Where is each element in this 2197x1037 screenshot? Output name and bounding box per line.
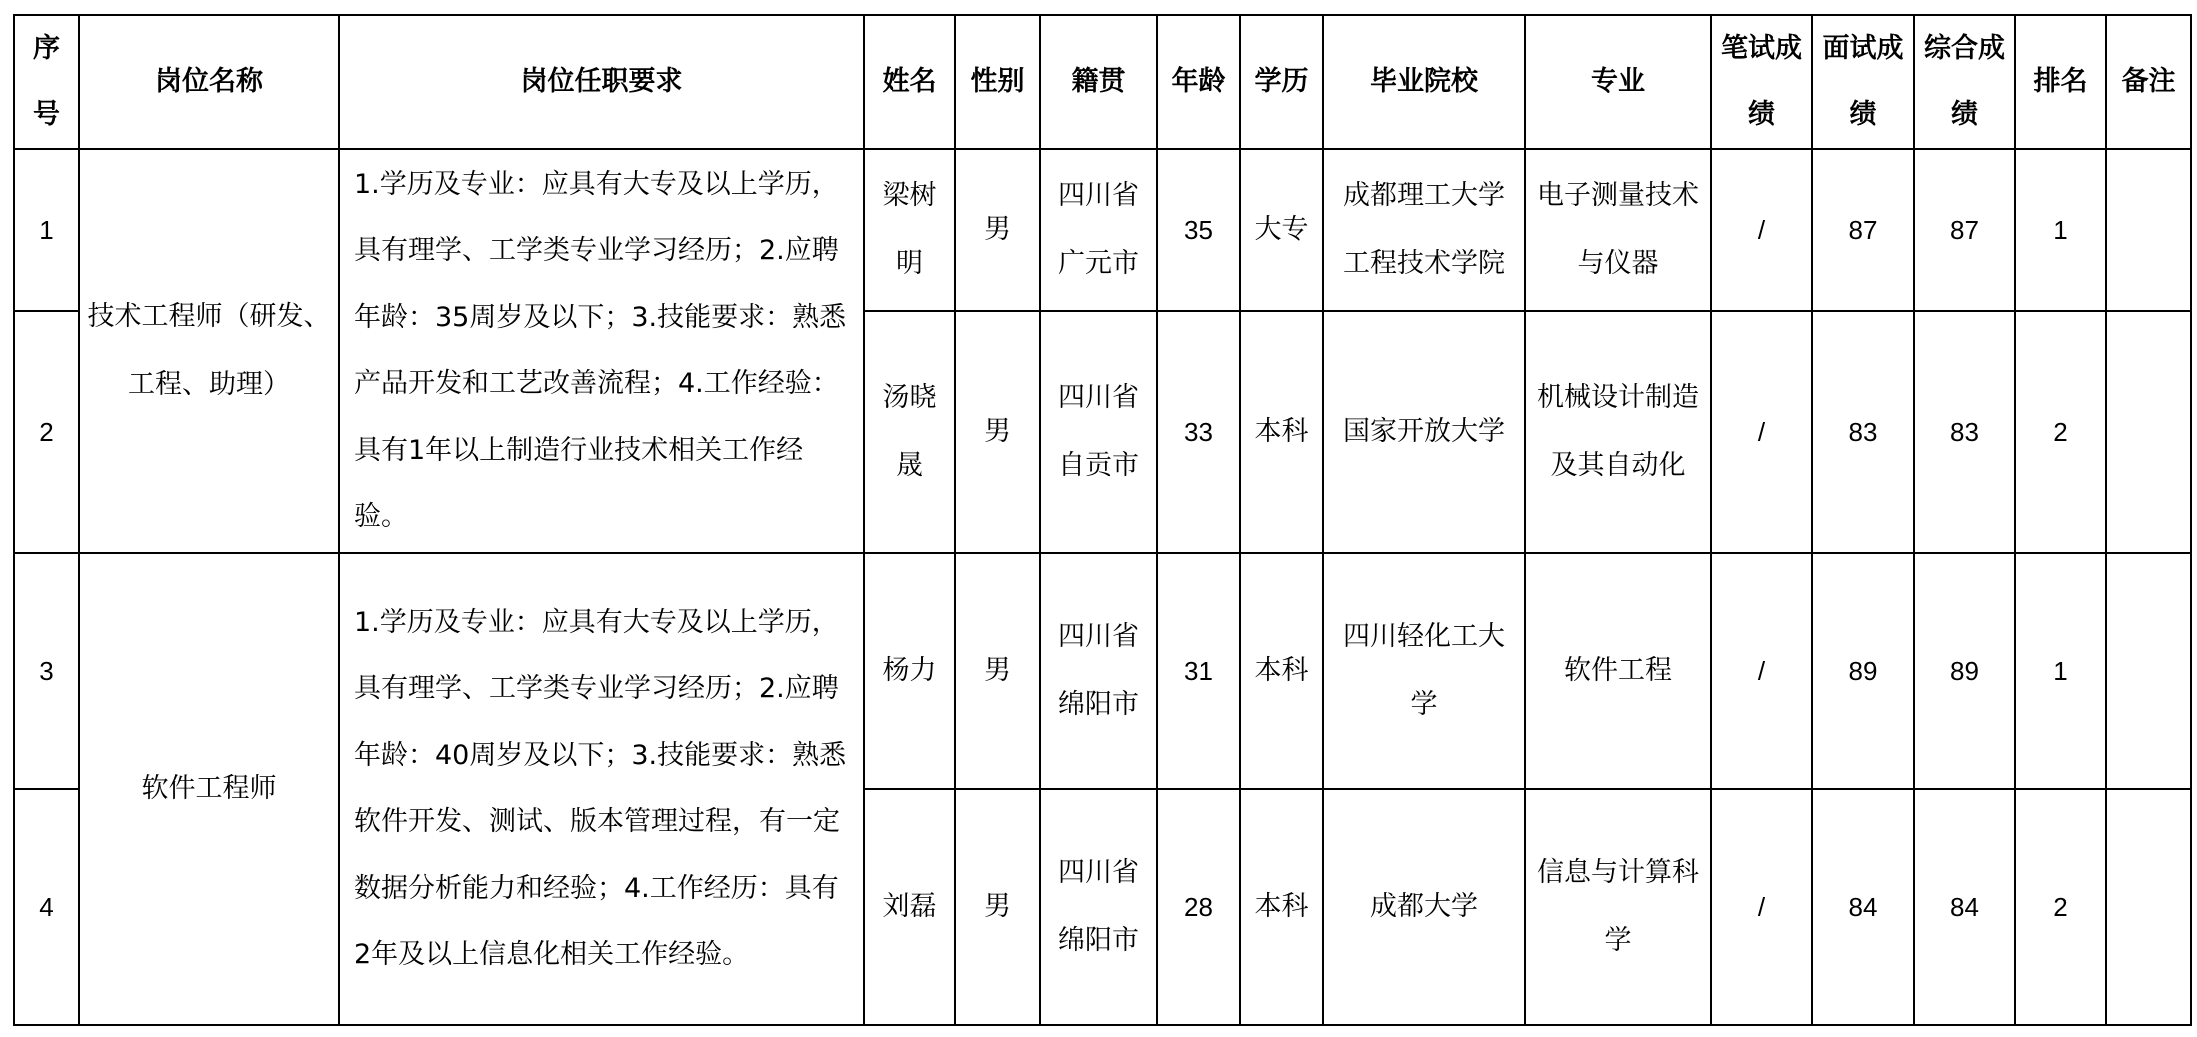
cell-remark bbox=[2106, 553, 2191, 789]
cell-written: / bbox=[1711, 149, 1812, 311]
header-interview: 面试成绩 bbox=[1812, 15, 1914, 149]
cell-school: 成都理工大学工程技术学院 bbox=[1323, 149, 1525, 311]
cell-interview: 87 bbox=[1812, 149, 1914, 311]
cell-interview: 89 bbox=[1812, 553, 1914, 789]
cell-school: 四川轻化工大学 bbox=[1323, 553, 1525, 789]
cell-age: 35 bbox=[1157, 149, 1240, 311]
cell-total: 89 bbox=[1914, 553, 2015, 789]
cell-remark bbox=[2106, 149, 2191, 311]
header-education: 学历 bbox=[1240, 15, 1323, 149]
cell-education: 本科 bbox=[1240, 789, 1323, 1025]
header-total: 综合成绩 bbox=[1914, 15, 2015, 149]
header-major: 专业 bbox=[1525, 15, 1711, 149]
cell-total: 87 bbox=[1914, 149, 2015, 311]
cell-major: 信息与计算科学 bbox=[1525, 789, 1711, 1025]
cell-major: 机械设计制造及其自动化 bbox=[1525, 311, 1711, 553]
cell-rank: 2 bbox=[2015, 789, 2106, 1025]
header-origin: 籍贯 bbox=[1040, 15, 1157, 149]
cell-gender: 男 bbox=[955, 553, 1040, 789]
cell-requirements: 1.学历及专业：应具有大专及以上学历，具有理学、工学类专业学习经历；2.应聘年龄：40周岁及以下；3.技能要求：熟悉软件开发、测试、版本管理过程，有一定数据分析能力和经验；4.工作经历：具有2年及以上信息化相关工作经验。 bbox=[339, 553, 864, 1025]
cell-origin: 四川省广元市 bbox=[1040, 149, 1157, 311]
cell-name: 汤晓晟 bbox=[864, 311, 955, 553]
cell-interview: 83 bbox=[1812, 311, 1914, 553]
cell-written: / bbox=[1711, 311, 1812, 553]
cell-age: 28 bbox=[1157, 789, 1240, 1025]
cell-seq: 3 bbox=[14, 553, 79, 789]
cell-gender: 男 bbox=[955, 311, 1040, 553]
cell-age: 31 bbox=[1157, 553, 1240, 789]
header-remark: 备注 bbox=[2106, 15, 2191, 149]
cell-position: 技术工程师（研发、工程、助理） bbox=[79, 149, 339, 553]
cell-remark bbox=[2106, 789, 2191, 1025]
header-seq: 序号 bbox=[14, 15, 79, 149]
header-written: 笔试成绩 bbox=[1711, 15, 1812, 149]
cell-rank: 1 bbox=[2015, 553, 2106, 789]
cell-age: 33 bbox=[1157, 311, 1240, 553]
header-name: 姓名 bbox=[864, 15, 955, 149]
cell-name: 梁树明 bbox=[864, 149, 955, 311]
cell-seq: 2 bbox=[14, 311, 79, 553]
cell-name: 刘磊 bbox=[864, 789, 955, 1025]
table-row bbox=[14, 553, 2191, 789]
cell-name: 杨力 bbox=[864, 553, 955, 789]
cell-rank: 1 bbox=[2015, 149, 2106, 311]
cell-total: 83 bbox=[1914, 311, 2015, 553]
cell-seq: 1 bbox=[14, 149, 79, 311]
cell-written: / bbox=[1711, 553, 1812, 789]
header-rank: 排名 bbox=[2015, 15, 2106, 149]
cell-interview: 84 bbox=[1812, 789, 1914, 1025]
cell-education: 大专 bbox=[1240, 149, 1323, 311]
cell-major: 软件工程 bbox=[1525, 553, 1711, 789]
cell-origin: 四川省绵阳市 bbox=[1040, 789, 1157, 1025]
cell-position: 软件工程师 bbox=[79, 553, 339, 1025]
cell-origin: 四川省自贡市 bbox=[1040, 311, 1157, 553]
header-requirements: 岗位任职要求 bbox=[339, 15, 864, 149]
header-age: 年龄 bbox=[1157, 15, 1240, 149]
cell-education: 本科 bbox=[1240, 553, 1323, 789]
cell-school: 成都大学 bbox=[1323, 789, 1525, 1025]
cell-seq: 4 bbox=[14, 789, 79, 1025]
cell-gender: 男 bbox=[955, 149, 1040, 311]
results-table bbox=[13, 14, 2192, 1026]
cell-gender: 男 bbox=[955, 789, 1040, 1025]
table-row bbox=[14, 149, 2191, 311]
cell-requirements: 1.学历及专业：应具有大专及以上学历，具有理学、工学类专业学习经历；2.应聘年龄：35周岁及以下；3.技能要求：熟悉产品开发和工艺改善流程；4.工作经验：具有1年以上制造行业技术相关工作经验。 bbox=[339, 149, 864, 553]
cell-rank: 2 bbox=[2015, 311, 2106, 553]
header-position: 岗位名称 bbox=[79, 15, 339, 149]
table-header-row bbox=[14, 15, 2191, 149]
cell-school: 国家开放大学 bbox=[1323, 311, 1525, 553]
cell-major: 电子测量技术与仪器 bbox=[1525, 149, 1711, 311]
header-school: 毕业院校 bbox=[1323, 15, 1525, 149]
cell-education: 本科 bbox=[1240, 311, 1323, 553]
header-gender: 性别 bbox=[955, 15, 1040, 149]
cell-origin: 四川省绵阳市 bbox=[1040, 553, 1157, 789]
cell-written: / bbox=[1711, 789, 1812, 1025]
cell-remark bbox=[2106, 311, 2191, 553]
cell-total: 84 bbox=[1914, 789, 2015, 1025]
